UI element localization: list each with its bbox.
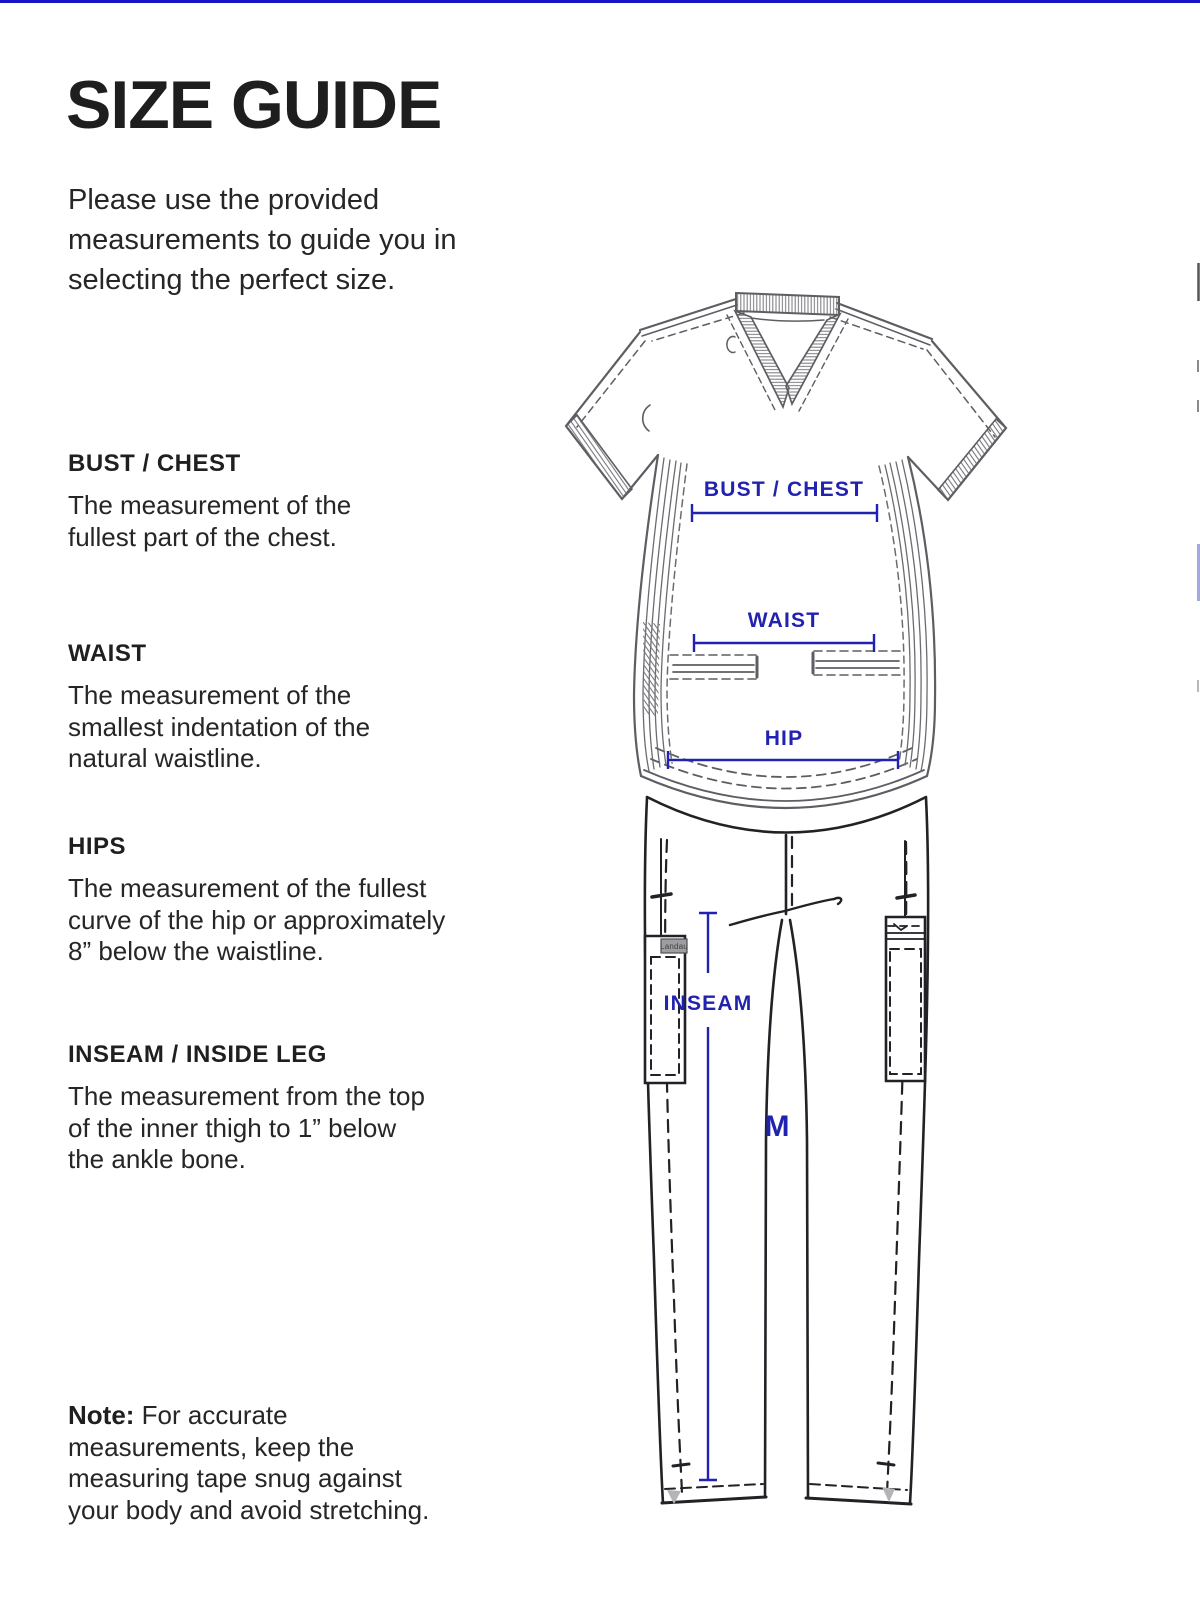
section-body-line: The measurement of the fullest [68, 873, 427, 903]
left-seam-notch [652, 894, 671, 897]
collar-notch [727, 337, 735, 353]
note-label: Note: [68, 1400, 135, 1430]
section-body-line: natural waistline. [68, 743, 262, 773]
section-body-line: of the inner thigh to 1” below [68, 1112, 397, 1143]
intro-line: Please use the provided [68, 184, 380, 216]
section-heading-waist: WAIST [68, 640, 147, 667]
section-body-line: The measurement of the [68, 490, 352, 520]
right-leg-hem [806, 1498, 911, 1504]
note-line: measurements, keep the [68, 1431, 355, 1462]
left-hem-stitch [665, 1484, 763, 1489]
scrub-pants-sketch [645, 797, 928, 1504]
left-hem-slit-notch [673, 1464, 689, 1466]
right-edge-clipped-artifacts [1198, 263, 1199, 692]
note-line: measuring tape snug against [68, 1463, 402, 1493]
right-seam-notch [897, 895, 915, 898]
side-panel-shading [643, 622, 660, 716]
intro-line: selecting the perfect size. [68, 264, 396, 296]
section-body-line: The measurement from the top [68, 1081, 425, 1111]
bust-chest-annotation: BUST / CHEST [703, 478, 865, 501]
brand-tag-label: Landau [660, 942, 688, 951]
size-letter-annotation: M [764, 1110, 790, 1143]
pants-left-inseam-line [765, 920, 782, 1497]
note-line: For accurate [141, 1400, 288, 1430]
right-cargo-pocket [886, 917, 925, 1081]
intro-line: measurements to guide you in [68, 224, 457, 256]
pants-right-outer-seam [910, 798, 928, 1503]
left-leg-hem [662, 1497, 766, 1503]
right-hem-shade [882, 1487, 895, 1502]
right-hem-slit-notch [878, 1463, 894, 1465]
section-body-line: the ankle bone. [68, 1144, 246, 1174]
section-heading-inseam: INSEAM / INSIDE LEG [68, 1041, 327, 1068]
section-body-line: curve of the hip or approximately [68, 904, 446, 935]
section-body-line: fullest part of the chest. [68, 521, 337, 552]
section-body-line: smallest indentation of the [68, 711, 371, 742]
section-body-line: The measurement of the [68, 680, 352, 710]
section-heading-bust-chest: BUST / CHEST [68, 450, 241, 477]
pants-right-inseam-line [790, 920, 808, 1497]
inseam-annotation: INSEAM [663, 992, 753, 1015]
hip-annotation: HIP [764, 727, 804, 750]
section-heading-hips: HIPS [68, 833, 127, 860]
waist-annotation: WAIST [747, 609, 821, 632]
section-body-line: 8” below the waistline. [68, 936, 324, 966]
note-line: your body and avoid stretching. [68, 1494, 430, 1525]
page-title: SIZE GUIDE [66, 67, 442, 143]
